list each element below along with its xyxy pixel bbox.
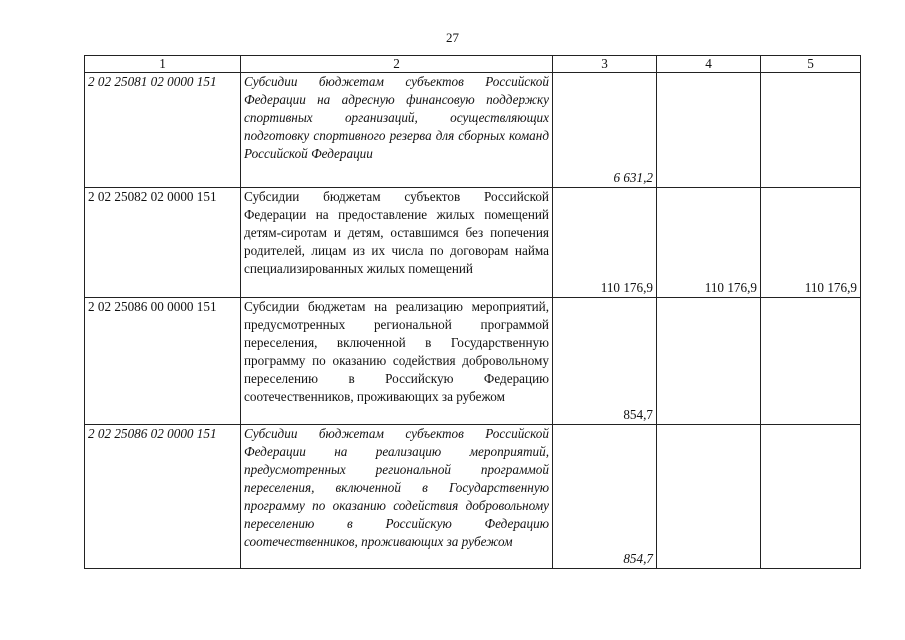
row-value-col5 — [761, 73, 861, 188]
page-number: 27 — [446, 30, 459, 45]
row-code: 2 02 25081 02 0000 151 — [85, 73, 241, 188]
header-col-4: 4 — [657, 56, 761, 73]
row-description: Субсидии бюджетам субъектов Российской Федерации на адресную финансовую поддержку спортивных организаций, осуществляющих подготовку спортивного резерва для сборных команд Российской Федерации — [241, 73, 553, 188]
row-value-col4 — [657, 298, 761, 425]
row-code: 2 02 25086 02 0000 151 — [85, 425, 241, 569]
header-col-5: 5 — [761, 56, 861, 73]
header-col-3: 3 — [553, 56, 657, 73]
row-code: 2 02 25086 00 0000 151 — [85, 298, 241, 425]
row-description: Субсидии бюджетам субъектов Российской Федерации на реализацию мероприятий, предусмотренных региональной программой переселения, включенной в Государственную программу по оказанию содействия добровольному переселению в Российскую Федерацию соотечественников, проживающих за рубежом — [241, 425, 553, 569]
row-value-col5 — [761, 298, 861, 425]
table-row — [85, 425, 861, 569]
row-code: 2 02 25082 02 0000 151 — [85, 188, 241, 298]
row-value-col3: 854,7 — [553, 425, 657, 569]
row-description: Субсидии бюджетам на реализацию мероприятий, предусмотренных региональной программой переселения, включенной в Государственную программу по оказанию содействия добровольному переселению в Российскую Федерацию соотечественников, проживающих за рубежом — [241, 298, 553, 425]
table-row — [85, 298, 861, 425]
row-value-col4 — [657, 425, 761, 569]
table-row — [85, 188, 861, 298]
row-value-col3: 6 631,2 — [553, 73, 657, 188]
budget-table — [84, 55, 861, 569]
row-value-col3: 854,7 — [553, 298, 657, 425]
header-row — [85, 56, 861, 73]
table-row — [85, 73, 861, 188]
row-value-col4: 110 176,9 — [657, 188, 761, 298]
row-value-col5: 110 176,9 — [761, 188, 861, 298]
header-col-2: 2 — [241, 56, 553, 73]
row-value-col4 — [657, 73, 761, 188]
row-description: Субсидии бюджетам субъектов Российской Федерации на предоставление жилых помещений детям-сиротам и детям, оставшимся без попечения родителей, лицам из их числа по договорам найма специализированных жилых помещений — [241, 188, 553, 298]
row-value-col3: 110 176,9 — [553, 188, 657, 298]
header-col-1: 1 — [85, 56, 241, 73]
row-value-col5 — [761, 425, 861, 569]
